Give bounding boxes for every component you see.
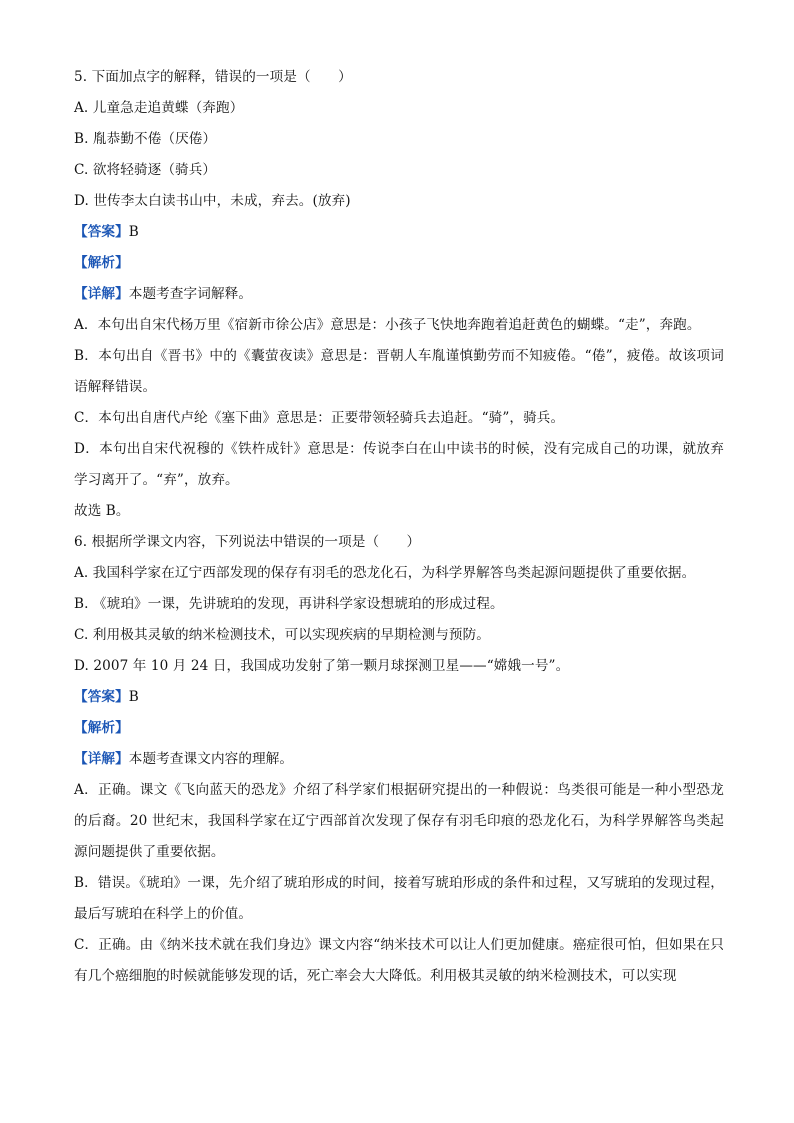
- option-d: D. 2007 年 10 月 24 日，我国成功发射了第一颗月球探测卫星——“嫦娥一号”。: [74, 658, 570, 674]
- detail-line: [74, 279, 724, 310]
- detail-intro: 本题考查字词解释。: [128, 286, 253, 302]
- detail-line: [74, 744, 724, 775]
- option-d: D. 世传李太白读书山中，未成，弃去。(放弃): [74, 193, 351, 209]
- option-a: A. 我国科学家在辽宁西部发现的保存有羽毛的恐龙化石，为科学界解答鸟类起源问题提供了重要依据。: [74, 565, 696, 581]
- answer-value: B: [128, 224, 139, 240]
- option-b: B. 《琥珀》一课，先讲琥珀的发现，再讲科学家设想琥珀的形成过程。: [74, 596, 504, 612]
- explanation-c: C．本句出自唐代卢纶《塞下曲》意思是：正要带领轻骑兵去追赶。“骑”，骑兵。: [74, 410, 565, 426]
- explanation-c: C．正确。由《纳米技术就在我们身边》课文内容“纳米技术可以让人们更加健康。癌症很可怕，但如果在只有几个癌细胞的时候就能够发现的话，死亡率会大大降低。利用极其灵敏的纳米检测技术，可以实现: [74, 937, 724, 984]
- analysis-tag: 【解析】: [74, 720, 129, 736]
- detail-intro: 本题考查课文内容的理解。: [128, 751, 294, 767]
- answer-tag: 【答案】: [74, 224, 129, 240]
- document-content: [74, 62, 724, 992]
- answer-line: [74, 682, 724, 713]
- explanation-a: A．本句出自宋代杨万里《宿新市徐公店》意思是：小孩子飞快地奔跑着追赶黄色的蝴蝶。“走”，奔跑。: [74, 317, 701, 333]
- answer-tag: 【答案】: [74, 689, 129, 705]
- explanation-b: B．错误。《琥珀》一课，先介绍了琥珀形成的时间，接着写琥珀形成的条件和过程，又写琥珀的发现过程，最后写琥珀在科学上的价值。: [74, 875, 724, 922]
- detail-tag: 【详解】: [74, 286, 129, 302]
- question-stem: 5. 下面加点字的解释，错误的一项是（ ）: [74, 69, 352, 85]
- analysis-line: [74, 713, 724, 744]
- option-c: C. 欲将轻骑逐（骑兵）: [74, 162, 217, 178]
- answer-value: B: [128, 689, 139, 705]
- answer-line: [74, 217, 724, 248]
- conclusion: 故选 B。: [74, 503, 130, 519]
- analysis-line: [74, 248, 724, 279]
- option-a: A. 儿童急走追黄蝶（奔跑）: [74, 100, 244, 116]
- explanation-b: B．本句出自《晋书》中的《囊萤夜读》意思是：晋朝人车胤谨慎勤劳而不知疲倦。“倦”，疲倦。故该项词语解释错误。: [74, 348, 724, 395]
- question-stem: 6. 根据所学课文内容，下列说法中错误的一项是（ ）: [74, 534, 421, 550]
- explanation-d: D．本句出自宋代祝穆的《铁杵成针》意思是：传说李白在山中读书的时候，没有完成自己的功课，就放弃学习离开了。“弃”，放弃。: [74, 441, 724, 488]
- option-b: B. 胤恭勤不倦（厌倦）: [74, 131, 217, 147]
- question-5: [74, 62, 724, 527]
- detail-tag: 【详解】: [74, 751, 129, 767]
- analysis-tag: 【解析】: [74, 255, 129, 271]
- question-6: [74, 527, 724, 992]
- option-c: C. 利用极其灵敏的纳米检测技术，可以实现疾病的早期检测与预防。: [74, 627, 490, 643]
- explanation-a: A．正确。课文《飞向蓝天的恐龙》介绍了科学家们根据研究提出的一种假说：鸟类很可能是一种小型恐龙的后裔。20 世纪末，我国科学家在辽宁西部首次发现了保存有羽毛印痕的恐龙化石，为科学界解答鸟类起源问题提供了重要依据。: [74, 782, 724, 860]
